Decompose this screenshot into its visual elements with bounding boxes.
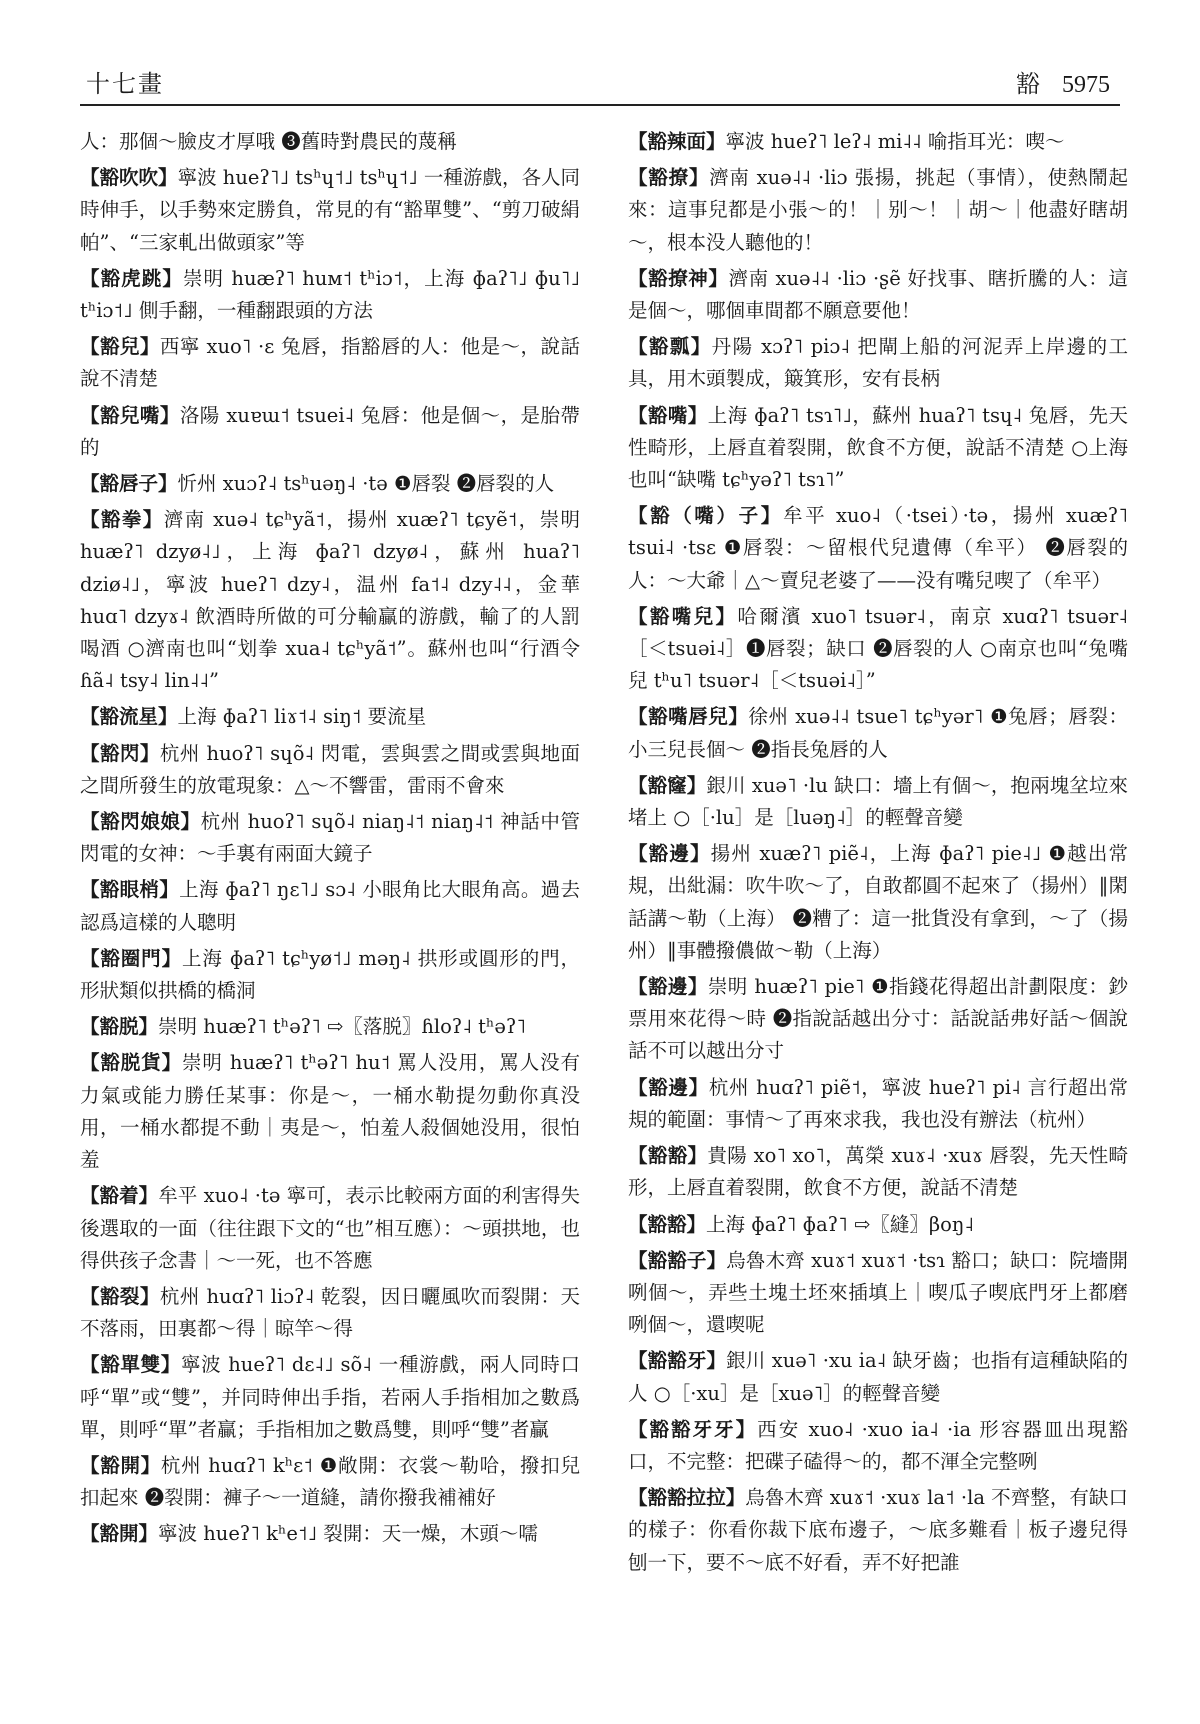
entry-definition: 洛陽 xuɐɯ˦ tsuei˨ 兔唇：他是個～，是胎帶的 xyxy=(80,403,580,459)
dictionary-entry xyxy=(80,738,580,802)
entry-definition: 崇明 huæʔ˥ huᴍ˦ tʰiɔ˦，上海 ɸaʔ˥˩ ɸu˥˩ tʰiɔ˦˩ 側手翻，一種翻跟頭的方法 xyxy=(80,266,580,323)
entry-definition: 崇明 huæʔ˥ tʰəʔ˥ ⇨〖落脱〗ɦloʔ˨ tʰəʔ˥ xyxy=(158,1015,527,1039)
entry-headword: 【豁邊】 xyxy=(628,975,708,999)
entry-headword: 【豁豁子】 xyxy=(628,1248,727,1272)
entry-headword: 【豁兒】 xyxy=(80,335,160,359)
entry-definition: 寧波 hueʔ˥ leʔ˨ mi˨˨ 喻指耳光：喫～ xyxy=(725,130,1065,153)
entry-definition: 杭州 huɑʔ˥ liɔʔ˨ 乾裂，因日曬風吹而裂開：天不落雨，田裏都～得｜晾竿～得 xyxy=(80,1284,580,1341)
entry-headword: 【豁着】 xyxy=(80,1184,159,1208)
entry-definition: 人：那個～臉皮才厚哦 ❸舊時對農民的蔑稱 xyxy=(80,130,457,153)
dictionary-entry xyxy=(628,971,1128,1068)
entry-definition: 寧波 hueʔ˥ kʰe˦˩ 裂開：天一燥，木頭～嚅 xyxy=(158,1522,538,1546)
entry-definition: 崇明 huæʔ˥ pie˥ ❶指錢花得超出計劃限度：鈔票用來花得～時 ❷指說話越出分寸：話說話弗好話～個說話不可以越出分寸 xyxy=(628,975,1128,1063)
dictionary-entry xyxy=(80,1047,580,1176)
entry-definition: 濟南 xuə˨ tɕʰyã˦，揚州 xuæʔ˥ tɕyẽ˦，崇明 huæʔ˥ dzyø˨˩，上海 ɸaʔ˥ dzyø˨，蘇州 huaʔ˥ dziø˨˩，寧波 hueʔ˥ dzy˨，温州 fa˦˨ dzy˨˨，金華 huɑ˥ dzyɤ˨ 飲酒時所做的可分輸贏的游戲，輸了的人罰喝酒 ○濟南也叫“划拳 xua˨ tɕʰyã˦”。蘇州也叫“行酒令 ɦã˨ tsy˨ lin˨˨” xyxy=(80,508,580,693)
entry-definition: 西安 xuo˨ ·xuo ia˨ ·ia 形容器皿出現豁口，不完整：把碟子磕得～的，都不渾全完整咧 xyxy=(628,1417,1128,1473)
entry-headword: 【豁虎跳】 xyxy=(80,266,183,290)
running-head-character: 豁 xyxy=(1016,70,1040,98)
entry-headword: 【豁窿】 xyxy=(628,773,707,797)
entry-headword: 【豁脱貨】 xyxy=(80,1051,182,1075)
dictionary-entry xyxy=(80,504,580,697)
entry-definition: 崇明 huæʔ˥ tʰəʔ˥ hu˦ 罵人没用，罵人没有力氣或能力勝任某事：你是～，一桶水勒提勿動你真没用，一桶水都提不動｜夷是～，怕羞人殺個她没用，很怕羞 xyxy=(80,1051,580,1172)
dictionary-entry xyxy=(80,1281,580,1345)
entry-definition: 銀川 xuə˥ ·xu ia˨ 缺牙齒；也指有這種缺陷的人 ○［·xu］是［xuə˥］的輕聲音變 xyxy=(628,1349,1128,1405)
entry-definition: 上海 ɸaʔ˥ ɸaʔ˥ ⇨〖縫〗βoŋ˨ xyxy=(706,1212,975,1236)
entry-definition: 上海 ɸaʔ˥ ŋɛ˥˩ sɔ˨ 小眼角比大眼角高。過去認爲這樣的人聰明 xyxy=(80,878,580,934)
dictionary-entry xyxy=(628,770,1128,834)
dictionary-entry xyxy=(80,701,580,733)
dictionary-entry xyxy=(80,400,580,464)
entry-headword: 【豁豁】 xyxy=(628,1212,707,1236)
dictionary-entry xyxy=(628,1140,1128,1204)
dictionary-entry xyxy=(80,806,580,870)
entry-definition: 杭州 huɑʔ˥ piẽ˦，寧波 hueʔ˥ pi˨ 言行超出常規的範圍：事情～了再來求我，我也没有辦法（杭州） xyxy=(628,1075,1128,1131)
entry-headword: 【豁兒嘴】 xyxy=(80,403,180,427)
dictionary-entry xyxy=(628,162,1128,259)
dictionary-entry xyxy=(628,500,1128,597)
dictionary-entry xyxy=(628,1414,1128,1478)
entry-headword: 【豁拳】 xyxy=(80,508,164,532)
dictionary-entry xyxy=(628,400,1128,497)
right-column xyxy=(628,126,1128,1686)
entry-headword: 【豁唇子】 xyxy=(80,472,178,496)
entry-headword: 【豁（嘴）子】 xyxy=(628,504,783,528)
page-number: 5975 xyxy=(1062,72,1110,98)
entry-definition: 哈爾濱 xuo˥ tsuər˨，南京 xuɑʔ˥ tsuər˨［＜tsuəi˨］❶唇裂；缺口 ❷唇裂的人 ○南京也叫“兔嘴兒 tʰu˥ tsuər˨［＜tsuəi˨］” xyxy=(628,604,1128,693)
entry-headword: 【豁辣面】 xyxy=(628,130,726,153)
entry-definition: 烏魯木齊 xuɤ˦ xuɤ˦ ·tsɿ 豁口；缺口：院墻開咧個～，弄些土塊土坯來插填上｜喫瓜子喫底門牙上都磨咧個～，還喫呢 xyxy=(628,1248,1128,1337)
entry-definition: 牟平 xuo˨（·tsei）·tə，揚州 xuæʔ˥ tsui˨ ·tsɛ ❶唇裂：～留根代兒遺傳（牟平） ❷唇裂的人：～大爺｜△～賣兒老婆了——没有嘴兒喫了（牟平） xyxy=(628,504,1128,592)
entry-headword: 【豁嘴】 xyxy=(628,403,708,427)
dictionary-entry xyxy=(628,1345,1128,1409)
entry-definition: 上海 ɸaʔ˥ tsɿ˥˩，蘇州 huaʔ˥ tsɥ˨ 兔唇，先天性畸形，上唇直着裂開，飲食不方便，說話不清楚 ○上海也叫“缺嘴 tɕʰyəʔ˥ tsɿ˥” xyxy=(628,403,1128,492)
left-column xyxy=(80,126,580,1686)
entry-definition: 牟平 xuo˨ ·tə 寧可，表示比較兩方面的利害得失後選取的一面（往往跟下文的“也”相互應）：～頭拱地，也得供孩子念書｜～一死，也不答應 xyxy=(80,1184,580,1272)
entry-definition: 揚州 xuæʔ˥ piẽ˨，上海 ɸaʔ˥ pie˨˩ ❶越出常規，出紕漏：吹牛吹～了，自敢都圓不起來了（揚州）‖閑話講～勒（上海） ❷糟了：這一批貨没有拿到，～了（揚州）‖事體撥儂做～勒（上海） xyxy=(628,842,1128,962)
entry-definition: 寧波 hueʔ˥ dɛ˨˩ sõ˨ 一種游戲，兩人同時口呼“單”或“雙”，并同時伸出手指，若兩人手指相加之數爲單，則呼“單”者贏；手指相加之數爲雙，則呼“雙”者贏 xyxy=(80,1353,580,1441)
dictionary-entry xyxy=(80,1518,580,1550)
entry-definition: 銀川 xuə˥ ·lu 缺口：墻上有個～，抱兩塊坌垃來堵上 ○［·lu］是［luəŋ˨］的輕聲音變 xyxy=(628,773,1128,830)
entry-headword: 【豁圈門】 xyxy=(80,946,182,970)
entry-definition: 西寧 xuo˥ ·ɛ 兔唇，指豁唇的人：他是～，說話說不清楚 xyxy=(80,335,580,391)
entry-headword: 【豁豁拉拉】 xyxy=(628,1486,746,1510)
running-head xyxy=(1016,64,1110,99)
entry-headword: 【豁嘴兒】 xyxy=(628,604,738,628)
entry-definition: 濟南 xuə˨˨ ·liɔ 張揚，挑起（事情），使熱鬧起來：這事兒都是小張～的！｜别～！｜胡～｜他盡好瞎胡～，根本没人聽他的！ xyxy=(628,166,1128,254)
dictionary-entry xyxy=(80,331,580,395)
entry-definition: 杭州 huoʔ˥ sɥõ˨ 閃電，雲與雲之間或雲與地面之間所發生的放電現象：△～不響雷，雷雨不會來 xyxy=(80,741,580,797)
dictionary-entry xyxy=(628,331,1128,395)
entry-headword: 【豁豁牙牙】 xyxy=(628,1417,758,1441)
dictionary-entry xyxy=(628,601,1128,698)
dictionary-entry xyxy=(628,1482,1128,1579)
entry-headword: 【豁脱】 xyxy=(80,1015,159,1039)
dictionary-entry xyxy=(628,263,1128,327)
entry-definition: 濟南 xuə˨˨ ·liɔ ·ʂẽ 好找事、瞎折騰的人：這是個～，哪個車間都不願意要他！ xyxy=(628,266,1128,323)
dictionary-entry xyxy=(80,1011,580,1043)
entry-headword: 【豁裂】 xyxy=(80,1284,160,1308)
dictionary-entry xyxy=(628,838,1128,967)
dictionary-entry xyxy=(80,874,580,938)
entry-headword: 【豁開】 xyxy=(80,1453,161,1477)
entry-definition: 烏魯木齊 xuɤ˦ ·xuɤ la˦ ·la 不齊整，有缺口的樣子：你看你裁下底布邊子，～底多難看｜板子邊兒得刨一下，要不～底不好看，弄不好把誰 xyxy=(628,1486,1128,1574)
entry-headword: 【豁閃】 xyxy=(80,741,160,765)
entry-definition: 丹陽 xɔʔ˥ piɔ˨ 把閘上船的河泥弄上岸邊的工具，用木頭製成，簸箕形，安有長柄 xyxy=(628,335,1128,391)
dictionary-entry xyxy=(80,943,580,1007)
entry-headword: 【豁吹吹】 xyxy=(80,166,178,190)
dictionary-entry xyxy=(628,1209,1128,1241)
entry-headword: 【豁流星】 xyxy=(80,705,178,729)
dictionary-entry xyxy=(80,162,580,259)
entry-definition: 上海 ɸaʔ˥ tɕʰyø˦˩ məŋ˨ 拱形或圓形的門，形狀類似拱橋的橋洞 xyxy=(80,946,580,1003)
entry-definition: 貴陽 xo˥ xo˥，萬榮 xuɤ˨ ·xuɤ 唇裂，先天性畸形，上唇直着裂開，飲食不方便，說話不清楚 xyxy=(628,1144,1128,1200)
entry-headword: 【豁邊】 xyxy=(628,842,711,866)
dictionary-entry xyxy=(80,263,580,327)
entry-headword: 【豁瓢】 xyxy=(628,335,712,359)
dictionary-entry xyxy=(80,1450,580,1514)
dictionary-entry xyxy=(628,701,1128,765)
entry-headword: 【豁單雙】 xyxy=(80,1353,181,1377)
entry-definition: 杭州 huɑʔ˥ kʰɛ˦ ❶敞開：衣裳～勒哈，撥扣兒扣起來 ❷裂開：褲子～一道縫，請你撥我補補好 xyxy=(80,1453,580,1510)
entry-headword: 【豁嘴唇兒】 xyxy=(628,705,749,729)
entry-headword: 【豁眼梢】 xyxy=(80,878,180,902)
section-label: 十七畫 xyxy=(86,70,164,98)
dictionary-entry xyxy=(628,1245,1128,1342)
entry-headword: 【豁撩神】 xyxy=(628,266,729,290)
dictionary-entry xyxy=(80,1349,580,1446)
entry-definition: 寧波 hueʔ˥˩ tsʰɥ˦˩ tsʰɥ˦˩ 一種游戲，各人同時伸手，以手勢來定勝負，常見的有“豁單雙”、“剪刀破絹帕”、“三家軋出做頭家”等 xyxy=(80,166,580,254)
entry-headword: 【豁豁牙】 xyxy=(628,1349,727,1373)
dictionary-entry xyxy=(628,126,1128,158)
entry-headword: 【豁開】 xyxy=(80,1522,159,1546)
dictionary-entry xyxy=(80,1180,580,1277)
entry-definition: 上海 ɸaʔ˥ liɤ˦˨ siŋ˦ 要流星 xyxy=(177,705,427,729)
entry-headword: 【豁豁】 xyxy=(628,1144,708,1168)
dictionary-entry xyxy=(80,126,580,158)
entry-definition: 忻州 xuɔʔ˨ tsʰuəŋ˨ ·tə ❶唇裂 ❷唇裂的人 xyxy=(177,472,555,496)
dictionary-entry xyxy=(628,1072,1128,1136)
entry-headword: 【豁閃娘娘】 xyxy=(80,810,201,834)
page-header xyxy=(80,62,1120,106)
dictionary-entry xyxy=(80,468,580,500)
entry-headword: 【豁撩】 xyxy=(628,166,710,190)
entry-definition: 杭州 huoʔ˥ sɥõ˨ niaŋ˨˦ niaŋ˨˦ 神話中管閃電的女神：～手裏有兩面大鏡子 xyxy=(80,810,580,866)
entry-definition: 徐州 xuə˨˨ tsue˥ tɕʰyər˥ ❶兔唇；唇裂：小三兒長個～ ❷指長兔唇的人 xyxy=(628,705,1128,761)
entry-headword: 【豁邊】 xyxy=(628,1075,709,1099)
